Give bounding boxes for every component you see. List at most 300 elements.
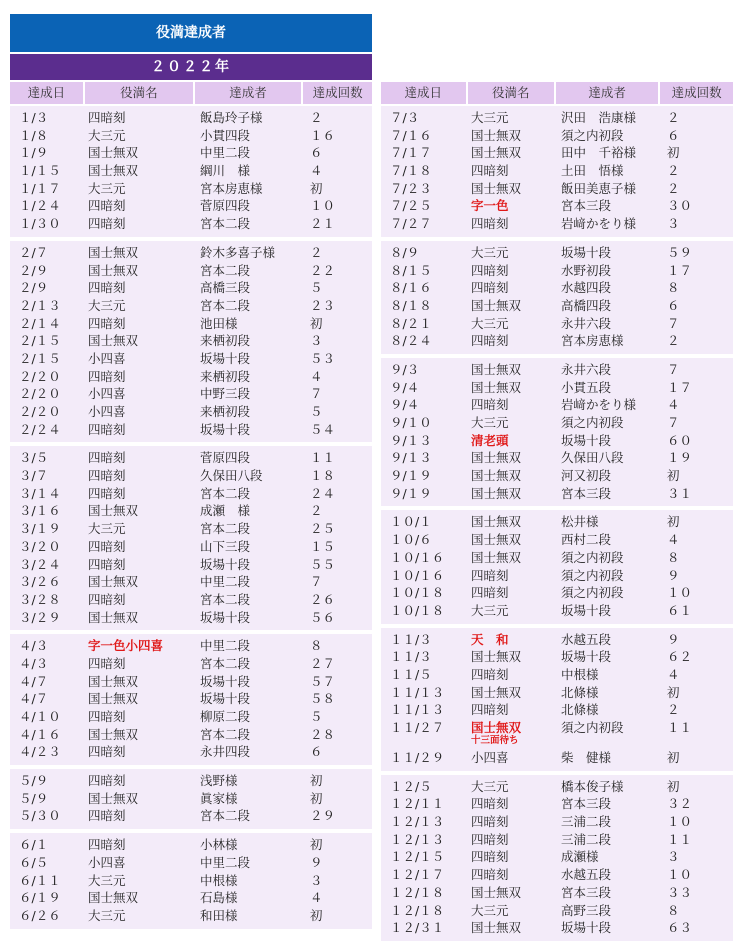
yaku-name: 国士無双 [88, 244, 139, 260]
yaku-name: 四暗刻 [471, 796, 509, 812]
yaku-name: 四暗刻 [471, 831, 509, 847]
table-row [10, 889, 372, 907]
column-header: 役満名 [85, 82, 195, 104]
person-cell: 石島様 [200, 890, 238, 906]
person-cell: 成瀬様 [561, 849, 599, 865]
table-row [381, 831, 733, 849]
yaku-cell [467, 379, 555, 397]
table-row [381, 902, 733, 920]
table-row [381, 162, 733, 180]
person-cell: 成瀬 様 [200, 503, 251, 519]
yaku-cell [84, 538, 194, 556]
yaku-name: 国士無双 [471, 920, 522, 936]
yaku-name: 大三元 [471, 902, 509, 918]
table-row [10, 144, 372, 162]
date-cell: １２/１８ [390, 884, 445, 900]
count-cell: 初 [667, 684, 680, 700]
table-row [381, 549, 733, 567]
person-cell: 三浦二段 [561, 831, 612, 847]
yaku-name: 天 和 [471, 631, 509, 647]
yaku-name: 国士無双 [471, 127, 522, 143]
yaku-cell [467, 315, 555, 333]
table-row [381, 631, 733, 649]
yaku-cell [84, 790, 194, 808]
person-cell: 宮本二段 [200, 262, 251, 278]
table-row [381, 449, 733, 467]
table-row [381, 197, 733, 215]
month-block-11 [381, 628, 733, 771]
yaku-name: 小四喜 [88, 404, 126, 419]
person-cell: 中野三段 [200, 386, 251, 402]
table-row [381, 396, 733, 414]
yaku-name: 四暗刻 [471, 280, 509, 296]
count-cell: ４ [310, 163, 323, 179]
count-cell: １０ [667, 814, 693, 830]
count-cell: 初 [310, 773, 323, 789]
yaku-cell [84, 854, 194, 872]
date-cell: １１/３ [390, 649, 432, 665]
table-row [10, 790, 372, 808]
yaku-name: 四暗刻 [88, 837, 126, 853]
count-cell: ２ [667, 163, 680, 179]
date-cell: ３/２９ [19, 609, 61, 625]
yaku-cell [84, 807, 194, 825]
count-cell: ４ [310, 368, 323, 384]
person-cell: 坂場十段 [200, 609, 251, 625]
yaku-cell [84, 743, 194, 761]
date-cell: １２/５ [390, 778, 432, 794]
person-cell: 永井六段 [561, 361, 612, 377]
count-cell: ２ [310, 244, 323, 260]
table-row [10, 520, 372, 538]
yaku-name: 四暗刻 [88, 421, 126, 437]
date-cell: ８/１６ [390, 280, 432, 296]
count-cell: ６３ [667, 920, 693, 936]
person-cell: 池田様 [200, 315, 238, 331]
yaku-name: 四暗刻 [471, 867, 509, 883]
yaku-cell [84, 467, 194, 485]
yaku-name: 国士無双 [471, 549, 522, 565]
count-cell: ６ [310, 744, 323, 760]
yaku-cell [84, 655, 194, 673]
count-cell: ２２ [310, 262, 336, 278]
table-row [381, 666, 733, 684]
count-cell: 初 [667, 145, 680, 161]
person-cell: 来栖初段 [200, 368, 251, 384]
month-block-12 [381, 775, 733, 941]
table-row [10, 109, 372, 127]
yaku-cell [84, 889, 194, 907]
count-cell: ５８ [310, 691, 336, 707]
date-cell: １１/１３ [390, 702, 445, 718]
yaku-name: 大三元 [88, 872, 126, 888]
count-cell: ２１ [310, 216, 336, 232]
table-row [381, 648, 733, 666]
person-cell: 松井様 [561, 514, 599, 530]
count-cell: 初 [310, 790, 323, 806]
month-block-10 [381, 510, 733, 623]
yaku-name: 国士無双 [471, 884, 522, 900]
date-cell: ２/２０ [19, 386, 61, 402]
yaku-name: 大三元 [471, 315, 509, 331]
yaku-name: 四暗刻 [88, 485, 126, 501]
person-cell: 坂場十段 [561, 602, 612, 618]
yaku-cell [84, 109, 194, 127]
person-cell: 土田 悟様 [561, 163, 624, 179]
count-cell: １８ [310, 468, 336, 484]
date-cell: ８/１５ [390, 262, 432, 278]
yaku-cell [84, 279, 194, 297]
yaku-name: 四暗刻 [88, 468, 126, 484]
count-cell: 初 [667, 468, 680, 484]
person-cell: 西村二段 [561, 532, 612, 548]
column-header: 達成日 [381, 82, 468, 104]
date-cell: ７/３ [390, 110, 420, 125]
date-cell: ２/２０ [19, 368, 61, 384]
yaku-cell [467, 778, 555, 796]
person-cell: 三浦二段 [561, 814, 612, 830]
date-cell: １２/１５ [390, 849, 445, 865]
yaku-cell [84, 836, 194, 854]
count-cell: ２ [667, 702, 680, 718]
yaku-cell [84, 907, 194, 925]
count-cell: ３１ [667, 485, 693, 501]
count-cell: ８ [310, 638, 323, 654]
date-cell: １２/１１ [390, 796, 445, 812]
person-cell: 須之内初段 [561, 127, 624, 143]
table-row [10, 262, 372, 280]
yaku-name: 国士無双 [88, 574, 139, 590]
date-cell: １２/１８ [390, 902, 445, 918]
table-row [10, 655, 372, 673]
count-cell: ３２ [667, 796, 693, 812]
count-cell: 初 [310, 315, 323, 331]
date-cell: １/２４ [19, 198, 61, 214]
yaku-cell [467, 215, 555, 233]
column-header: 達成者 [195, 82, 303, 104]
month-block-2 [10, 241, 372, 443]
person-cell: 宮本二段 [200, 655, 251, 671]
date-cell: ２/１５ [19, 350, 61, 366]
date-cell: ２/９ [19, 280, 49, 296]
count-cell: ４ [667, 666, 680, 682]
table-left [10, 82, 372, 929]
month-block-1 [10, 106, 372, 237]
table-row [381, 180, 733, 198]
table-row [10, 279, 372, 297]
date-cell: ６/１９ [19, 890, 61, 906]
table-row [381, 795, 733, 813]
date-cell: ４/３ [19, 655, 49, 671]
yaku-name: 大三元 [88, 521, 126, 537]
yaku-name: 国士無双 [88, 145, 139, 161]
table-row [381, 279, 733, 297]
yaku-name: 大三元 [471, 415, 509, 430]
date-cell: １０/１６ [390, 567, 445, 583]
person-cell: 坂場十段 [200, 421, 251, 437]
yaku-cell [467, 902, 555, 920]
count-cell: １０ [667, 867, 693, 883]
person-cell: 宮本二段 [200, 521, 251, 537]
count-cell: １０ [310, 198, 336, 214]
table-row [10, 673, 372, 691]
date-cell: １/１７ [19, 180, 61, 196]
yaku-cell [84, 244, 194, 262]
yaku-cell [84, 403, 194, 421]
yaku-cell [467, 848, 555, 866]
table-row [10, 573, 372, 591]
yaku-cell [467, 396, 555, 414]
table-row [381, 884, 733, 902]
date-cell: ５/９ [19, 773, 49, 789]
date-cell: ７/２３ [390, 180, 432, 196]
table-row [10, 162, 372, 180]
person-cell: 柳原二段 [200, 709, 251, 724]
count-cell: ２３ [310, 297, 336, 313]
person-cell: 中里二段 [200, 638, 251, 654]
count-cell: ５７ [310, 673, 336, 689]
person-cell: 飯島玲子様 [200, 110, 263, 125]
yaku-cell [467, 162, 555, 180]
count-cell: ２８ [310, 726, 336, 742]
person-cell: 宮本二段 [200, 591, 251, 607]
person-cell: 坂場十段 [200, 350, 251, 366]
yaku-cell [84, 449, 194, 467]
count-cell: ２６ [310, 591, 336, 607]
yaku-cell [467, 279, 555, 297]
date-cell: １/３ [19, 110, 49, 125]
table-row [10, 368, 372, 386]
count-cell: ５３ [310, 350, 336, 366]
yaku-name: 四暗刻 [471, 397, 509, 413]
date-cell: ６/１１ [19, 872, 61, 888]
table-row [10, 244, 372, 262]
date-cell: ３/２４ [19, 556, 61, 572]
table-row [10, 297, 372, 315]
person-cell: 坂場十段 [200, 691, 251, 707]
count-cell: ３０ [667, 198, 693, 214]
table-row [381, 332, 733, 350]
table-row [10, 907, 372, 925]
table-row [10, 332, 372, 350]
yaku-cell [467, 666, 555, 684]
yaku-name: 四暗刻 [471, 702, 509, 718]
yaku-cell [467, 795, 555, 813]
yaku-name: 国士無双 [88, 691, 139, 707]
count-cell: ５ [310, 404, 323, 419]
date-cell: ２/１５ [19, 333, 61, 349]
yaku-name: 小四喜 [471, 750, 509, 765]
table-row [381, 848, 733, 866]
yaku-cell [467, 549, 555, 567]
date-cell: １/８ [19, 127, 49, 143]
yaku-cell [467, 866, 555, 884]
yaku-name: 四暗刻 [88, 709, 126, 724]
date-cell: ２/９ [19, 262, 49, 278]
table-header [10, 82, 372, 104]
month-block-6 [10, 833, 372, 928]
yaku-cell [467, 332, 555, 350]
count-cell: ９ [667, 567, 680, 583]
count-cell: ６ [667, 297, 680, 313]
table-row [10, 403, 372, 421]
count-cell: 初 [310, 907, 323, 923]
person-cell: 北條様 [561, 702, 599, 718]
person-cell: 宮本二段 [200, 297, 251, 313]
yaku-cell [84, 502, 194, 520]
date-cell: １/３０ [19, 216, 61, 232]
count-cell: ３３ [667, 884, 693, 900]
yaku-name: 四暗刻 [471, 814, 509, 830]
yaku-cell [84, 872, 194, 890]
yaku-name: 大三元 [471, 110, 509, 125]
date-cell: ６/５ [19, 854, 49, 870]
yaku-name: 国士無双 [471, 468, 522, 484]
person-cell: 和田様 [200, 907, 238, 923]
person-cell: 河又初段 [561, 468, 612, 484]
person-cell: 菅原四段 [200, 450, 251, 466]
person-cell: 宮本房恵様 [200, 180, 263, 196]
date-cell: １１/２７ [390, 720, 445, 735]
yaku-name: 四暗刻 [88, 808, 126, 824]
yaku-name: 四暗刻 [88, 216, 126, 232]
yaku-cell [84, 673, 194, 691]
count-cell: ８ [667, 902, 680, 918]
person-cell: 宮本二段 [200, 216, 251, 232]
person-cell: 宮本三段 [561, 796, 612, 812]
date-cell: ３/５ [19, 450, 49, 466]
yaku-name: 四暗刻 [471, 567, 509, 583]
count-cell: ５４ [310, 421, 336, 437]
person-cell: 高橋三段 [200, 280, 251, 296]
yaku-name: 大三元 [471, 244, 509, 260]
date-cell: ８/９ [390, 244, 420, 260]
table-row [10, 637, 372, 655]
person-cell: 須之内初段 [561, 549, 624, 565]
date-cell: ９/４ [390, 379, 420, 395]
person-cell: 水越五段 [561, 867, 612, 883]
table-row [381, 584, 733, 602]
date-cell: ８/２１ [390, 315, 432, 331]
yaku-cell [84, 162, 194, 180]
count-cell: ３ [310, 872, 323, 888]
table-row [10, 591, 372, 609]
month-block-4 [10, 634, 372, 765]
yaku-name: 四暗刻 [471, 333, 509, 349]
count-cell: ２４ [310, 485, 336, 501]
yaku-cell [467, 127, 555, 145]
date-cell: ２/２４ [19, 421, 61, 437]
table-row [381, 244, 733, 262]
yaku-cell [84, 520, 194, 538]
yaku-name: 四暗刻 [88, 368, 126, 384]
column-header: 達成回数 [303, 82, 372, 104]
date-cell: ８/２４ [390, 333, 432, 349]
yaku-name: 大三元 [88, 180, 126, 196]
yaku-cell [467, 414, 555, 432]
table-row [381, 813, 733, 831]
person-cell: 岩﨑かをり様 [561, 397, 637, 413]
person-cell: 小貫四段 [200, 127, 251, 143]
table-row [381, 109, 733, 127]
yaku-name: 国士無双 [471, 180, 522, 196]
date-cell: １１/１３ [390, 684, 445, 700]
person-cell: 坂場十段 [561, 244, 612, 260]
person-cell: 久保田八段 [200, 468, 263, 484]
date-cell: １０/１８ [390, 585, 445, 601]
table-row [381, 127, 733, 145]
table-row [10, 385, 372, 403]
person-cell: 沢田 浩康様 [561, 110, 637, 125]
date-cell: ３/１４ [19, 485, 61, 501]
table-row [381, 144, 733, 162]
yaku-name: 国士無双 [88, 262, 139, 278]
yaku-cell [84, 573, 194, 591]
count-cell: 初 [310, 180, 323, 196]
yaku-name: 国士無双 [471, 450, 522, 466]
table-row [10, 127, 372, 145]
table-row [10, 772, 372, 790]
yaku-cell [467, 109, 555, 127]
table-row [10, 538, 372, 556]
date-cell: １１/２９ [390, 750, 445, 765]
person-cell: 須之内初段 [561, 415, 624, 430]
person-cell: 坂場十段 [561, 432, 612, 448]
count-cell: ７ [310, 574, 323, 590]
person-cell: 柴 健様 [561, 750, 612, 765]
table-row [381, 701, 733, 719]
count-cell: 初 [310, 837, 323, 853]
person-cell: 来栖初段 [200, 333, 251, 349]
year-heading: ２０２２年 [10, 54, 372, 80]
count-cell: ５ [310, 280, 323, 296]
yaku-cell [84, 421, 194, 439]
yaku-cell [84, 708, 194, 726]
count-cell: １５ [310, 538, 336, 554]
date-cell: ２/７ [19, 244, 49, 260]
yaku-name: 大三元 [88, 907, 126, 923]
yaku-name: 大三元 [471, 778, 509, 794]
yaku-cell [84, 556, 194, 574]
count-cell: １０ [667, 585, 693, 601]
count-cell: ７ [310, 386, 323, 402]
yaku-cell [467, 567, 555, 585]
person-cell: 来栖初段 [200, 404, 251, 419]
yaku-cell [84, 144, 194, 162]
person-cell: 久保田八段 [561, 450, 624, 466]
yaku-cell [467, 262, 555, 280]
yaku-cell [467, 602, 555, 620]
yaku-name: 国士無双 [471, 532, 522, 548]
yaku-cell [467, 719, 555, 749]
yaku-name: 国士無双 [88, 673, 139, 689]
yaku-name: 小四喜 [88, 350, 126, 366]
yaku-name: 小四喜 [88, 854, 126, 870]
count-cell: ７ [667, 361, 680, 377]
count-cell: 初 [667, 514, 680, 530]
date-cell: ４/７ [19, 673, 49, 689]
date-cell: ４/３ [19, 638, 49, 654]
person-cell: 眞家様 [200, 790, 238, 806]
date-cell: ２/２０ [19, 404, 61, 419]
yaku-name: 国士無双 [471, 361, 522, 377]
yaku-cell [84, 215, 194, 233]
count-cell: ６１ [667, 602, 693, 618]
yaku-name: 字一色小四喜 [88, 638, 164, 654]
month-block-3 [10, 446, 372, 630]
yaku-name: 国士無双 [88, 609, 139, 625]
count-cell: ８ [667, 280, 680, 296]
